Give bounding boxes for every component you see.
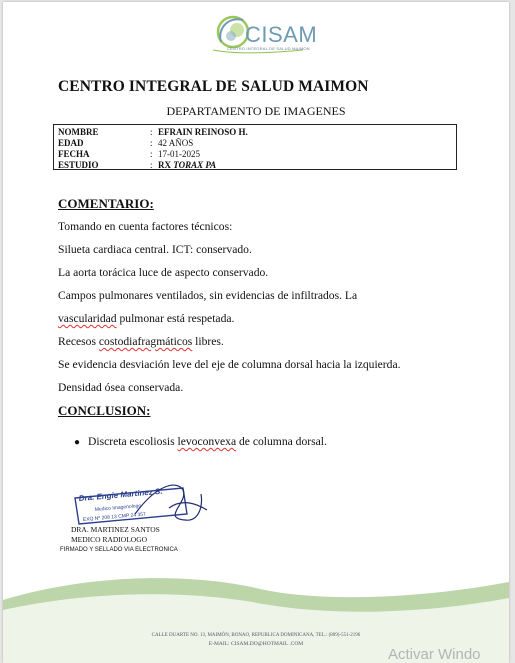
comment-line: Campos pulmonares ventilados, sin evidencias de infiltrados. La [58, 289, 358, 302]
signature-note: FIRMADO Y SELLADO VIA ELECTRONICA [60, 547, 178, 553]
patient-value: 17-01-2025 [158, 149, 200, 159]
stamp-doctor-name: Dra. Engie Martinez S. [78, 486, 163, 503]
patient-value [158, 160, 216, 171]
comment-line: Tomando en cuenta factores técnicos: [58, 220, 233, 233]
comment-line: Densidad ósea conservada. [58, 381, 184, 394]
patient-row-name [58, 127, 454, 138]
signature-name: DRA. MARTINEZ SANTOS [71, 525, 160, 534]
study-view: TORAX PA [173, 160, 217, 170]
patient-row-age [58, 138, 454, 149]
patient-row-date [58, 149, 454, 160]
patient-label: EDAD [58, 138, 84, 148]
patient-value: EFRAIN REINOSO H. [158, 127, 248, 137]
report-page [3, 2, 509, 663]
signature-title: MEDICO RADIOLOGO [71, 535, 148, 544]
line-text: libres. [192, 335, 224, 348]
patient-label: NOMBRE [58, 127, 99, 137]
patient-label: ESTUDIO [58, 160, 99, 170]
spellcheck-flagged-word: costodiafragmáticos [98, 335, 193, 348]
cisam-logo [207, 10, 319, 60]
line-text: Recesos [58, 335, 99, 348]
logo-wordmark: CISAM [245, 22, 318, 47]
line-text: Discreta escoliosis [88, 435, 178, 448]
patient-separator: : [150, 127, 153, 137]
patient-info-box [53, 124, 457, 170]
footer-address: CALLE DUARTE NO. 13, MAIMÓN, BONAO, REPUBLICA DOMINICANA, TEL.: (809)-551-2196 [151, 633, 361, 638]
comment-heading: COMENTARIO: [58, 196, 154, 211]
patient-separator: : [150, 149, 153, 159]
comment-line: Silueta cardiaca central. ICT: conservado. [58, 243, 252, 256]
conclusion-heading: CONCLUSION: [58, 403, 151, 418]
patient-label: FECHA [58, 149, 90, 159]
comment-line: La aorta torácica luce de aspecto conservado. [58, 266, 269, 279]
conclusion-item [88, 435, 327, 448]
stamp-doctor-title: Medico Imagenologo [94, 502, 142, 513]
clinic-title: CENTRO INTEGRAL DE SALUD MAIMON [58, 78, 369, 95]
study-type: RX [158, 160, 174, 170]
activation-watermark: Activar Windo [388, 646, 481, 663]
stamp-exequatur: EXQ Nº 208 13 CMP 24 357 [82, 511, 147, 523]
patient-value: 42 AÑOS [158, 138, 194, 148]
comment-line [58, 335, 224, 348]
department-title: DEPARTAMENTO DE IMAGENES [166, 104, 346, 118]
comment-line [58, 312, 234, 325]
patient-row-study [58, 160, 454, 171]
spellcheck-flagged-word: vascularidad [58, 312, 117, 325]
line-text: de columna dorsal. [236, 435, 327, 448]
spellcheck-flagged-word: levoconvexa [177, 435, 237, 448]
logo-subtitle: CENTRO INTEGRAL DE SALUD MAIMON [227, 46, 310, 51]
line-text: pulmonar está respetada. [116, 312, 235, 325]
footer-email: E-MAIL: CISAM.DO@HOTMAIL .COM [208, 641, 304, 647]
patient-separator: : [150, 138, 153, 148]
comment-line: Se evidencia desviación leve del eje de columna dorsal hacia la izquierda. [58, 358, 401, 371]
patient-separator: : [150, 160, 153, 170]
bullet-icon: ● [74, 437, 81, 448]
